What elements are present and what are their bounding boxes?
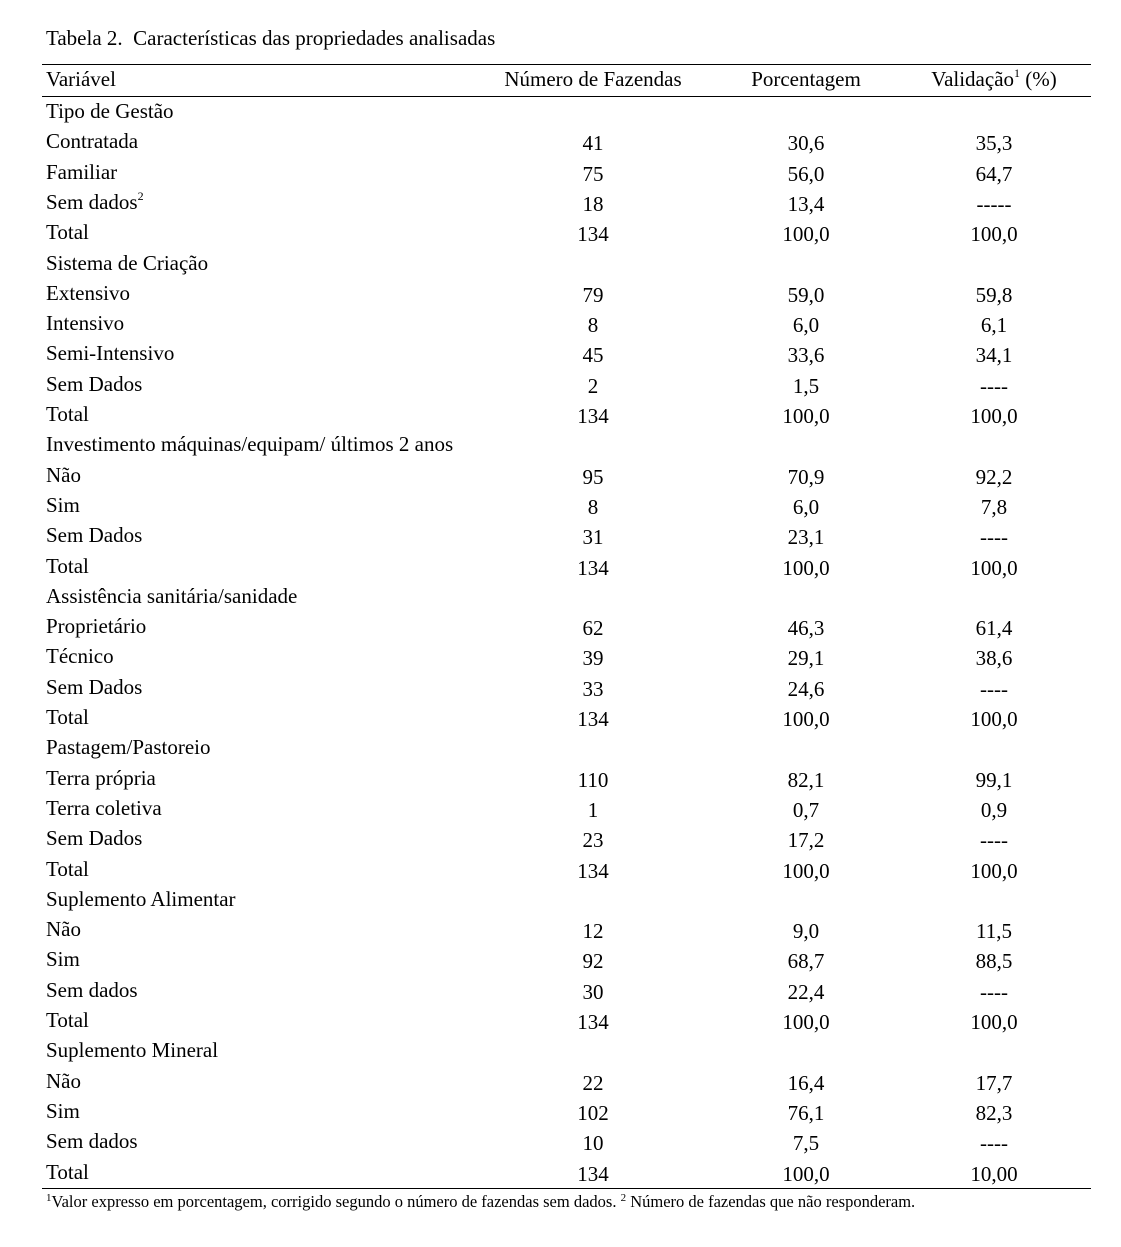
table-row [0,551,1121,581]
header-validacao-label: Validação [931,67,1015,91]
row-label [46,1066,81,1096]
cell-numero: 134 [577,555,609,580]
row-label [46,975,138,1005]
cell-numero: 79 [582,282,604,307]
row-label-text: Intensivo [46,311,125,336]
row-label-text: Total [46,705,89,729]
table-row [0,217,1121,247]
cell-validacao: 35,3 [975,131,1013,156]
cell-numero: 39 [582,646,604,671]
row-label-text: Familiar [46,159,118,184]
cell-numero: 62 [582,616,604,641]
row-label-text: Total [46,1159,89,1184]
cell-validacao: 38,6 [975,646,1013,671]
cell-validacao: 100,0 [970,858,1018,883]
table-footnote [46,1190,915,1214]
group-header-row [0,581,1121,611]
cell-numero: 8 [587,494,599,519]
row-label [46,551,89,581]
table-row [0,399,1121,429]
cell-porcentagem: 7,5 [792,1131,820,1156]
cell-porcentagem: 100,0 [782,222,830,247]
group-header-row [0,1035,1121,1065]
cell-numero: 134 [577,404,609,428]
footnote-marker-2: 2 [620,1192,627,1204]
row-label [46,308,124,338]
row-label [46,611,146,641]
table-row [0,278,1121,308]
cell-porcentagem: 82,1 [787,767,825,792]
cell-numero: 134 [577,1161,609,1186]
table-row [0,308,1121,338]
cell-validacao: 6,1 [980,313,1008,338]
cell-validacao: 7,8 [980,494,1008,519]
row-label-text: Sem dados [46,977,138,1002]
row-label-text: Sem dados [46,1129,138,1154]
header-variavel: Variável [46,67,116,91]
row-label-text: Semi-Intensivo [46,341,175,366]
cell-validacao: ---- [980,828,1008,853]
cell-validacao: ----- [976,191,1012,216]
cell-porcentagem: 56,0 [787,161,825,186]
cell-porcentagem: 76,1 [787,1100,825,1125]
table-bottom-rule [42,1188,1091,1189]
header-validacao [896,64,1092,94]
cell-validacao: 11,5 [976,919,1012,944]
footnote-text-2: Número de fazendas que não responderam. [626,1192,916,1211]
row-label-text: Sistema de Criação [46,250,209,275]
table-header-row [0,64,1121,94]
group-label [46,96,174,126]
cell-validacao: ---- [980,676,1008,701]
table-row [0,823,1121,853]
cell-validacao: 88,5 [975,949,1013,974]
cell-numero: 1 [587,797,599,822]
row-label [46,460,81,490]
table-row [0,793,1121,823]
cell-porcentagem: 100,0 [782,858,830,883]
cell-numero: 45 [582,343,604,368]
cell-porcentagem: 0,7 [792,797,820,822]
cell-porcentagem: 17,2 [787,828,825,853]
row-label [46,702,89,732]
cell-porcentagem: 30,6 [787,131,825,156]
row-label-text: Pastagem/Pastoreio [46,735,211,760]
row-label [46,369,142,399]
row-label-text: Terra própria [46,765,156,790]
footnote-text-1: Valor expresso em porcentagem, corrigido segundo o número de fazendas sem dados. [51,1192,621,1211]
row-label-text: Não [46,462,81,487]
row-label-text: Não [46,917,81,942]
cell-numero: 18 [582,191,604,216]
cell-numero: 33 [582,676,604,701]
cell-numero: 134 [577,858,609,883]
row-label [46,641,114,671]
row-label-text: Investimento máquinas/equipam/ últimos 2 anos [46,432,454,457]
group-label [46,732,210,762]
row-label [46,854,89,884]
row-label-text: Sim [46,492,80,517]
group-header-row [0,248,1121,278]
table-row [0,672,1121,702]
cell-validacao: 64,7 [975,161,1013,186]
cell-validacao: 0,9 [980,797,1008,822]
row-label [46,1126,138,1156]
row-label [46,793,162,823]
row-label-text: Sim [46,947,80,972]
cell-porcentagem: 6,0 [792,494,820,519]
header-porcentagem: Porcentagem [751,67,861,91]
table-row [0,126,1121,156]
cell-numero: 12 [582,919,604,944]
row-label-text: Suplemento Mineral [46,1038,219,1063]
cell-porcentagem: 100,0 [782,404,830,428]
table-caption: Tabela 2. Características das propriedades analisadas [46,26,496,50]
row-label-text: Técnico [46,644,114,669]
table-row [0,1005,1121,1035]
cell-porcentagem: 22,4 [787,979,825,1004]
row-label [46,338,174,368]
cell-numero: 95 [582,464,604,489]
row-label [46,763,156,793]
row-label-text: Extensivo [46,280,130,305]
row-label [46,672,142,702]
cell-porcentagem: 68,7 [787,949,825,974]
cell-numero: 134 [577,1010,609,1034]
table-row [0,611,1121,641]
cell-validacao: 59,8 [975,282,1013,307]
row-label-text: Assistência sanitária/sanidade [46,583,298,608]
cell-porcentagem: 6,0 [792,313,820,338]
cell-porcentagem: 33,6 [787,343,825,368]
row-label-text: Suplemento Alimentar [46,886,236,911]
cell-validacao: 100,0 [970,404,1018,428]
cell-numero: 75 [582,161,604,186]
row-label [46,914,81,944]
row-label-text: Sem Dados [46,674,143,699]
table-row [0,1066,1121,1096]
cell-numero: 110 [577,767,609,792]
row-label [46,187,144,217]
row-label [46,520,142,550]
row-label-text: Total [46,402,89,426]
row-label-text: Sem dados [46,189,138,214]
cell-porcentagem: 100,0 [782,1161,830,1186]
table-row [0,763,1121,793]
cell-validacao: 61,4 [975,616,1013,641]
footnote-marker: 2 [137,188,144,203]
row-label-text: Tipo de Gestão [46,99,174,123]
table-row [0,338,1121,368]
table-row [0,641,1121,671]
cell-porcentagem: 9,0 [792,919,820,944]
cell-porcentagem: 29,1 [787,646,825,671]
row-label-text: Total [46,220,89,245]
row-label-text: Sem Dados [46,371,143,396]
cell-numero: 23 [582,828,604,853]
cell-numero: 22 [582,1070,604,1095]
cell-validacao: 92,2 [975,464,1013,489]
group-label [46,581,297,611]
cell-validacao: 34,1 [975,343,1013,368]
cell-validacao: 100,0 [970,555,1018,580]
cell-porcentagem: 1,5 [792,373,820,398]
row-label [46,944,80,974]
table-row [0,520,1121,550]
cell-porcentagem: 100,0 [782,707,830,731]
table-row [0,1157,1121,1187]
group-header-row [0,884,1121,914]
row-label [46,217,89,247]
cell-validacao: 100,0 [970,222,1018,247]
row-label-text: Total [46,553,89,578]
table-row [0,702,1121,732]
table-row [0,944,1121,974]
cell-porcentagem: 70,9 [787,464,825,489]
cell-validacao: ---- [980,373,1008,398]
cell-porcentagem: 24,6 [787,676,825,701]
row-label-text: Terra coletiva [46,795,162,820]
row-label-text: Sem Dados [46,826,143,851]
row-label [46,157,117,187]
cell-porcentagem: 100,0 [782,555,830,580]
cell-validacao: ---- [980,1131,1008,1156]
group-header-row [0,96,1121,126]
row-label [46,399,89,429]
group-label [46,429,453,459]
cell-numero: 2 [587,373,599,398]
header-numero-fazendas: Número de Fazendas [504,67,682,91]
header-validacao-unit: (%) [1020,67,1057,91]
group-label [46,884,236,914]
cell-validacao: ---- [980,525,1008,550]
row-label-text: Sem Dados [46,523,143,548]
cell-numero: 134 [577,222,609,247]
table-row [0,1096,1121,1126]
table-row [0,490,1121,520]
table-row [0,1126,1121,1156]
cell-validacao: 99,1 [975,767,1013,792]
row-label [46,126,138,156]
row-label-text: Total [46,1008,89,1032]
row-label [46,278,130,308]
cell-numero: 102 [577,1100,609,1125]
cell-validacao: 100,0 [970,1010,1018,1034]
table-row [0,975,1121,1005]
group-label [46,248,208,278]
cell-porcentagem: 59,0 [787,282,825,307]
cell-validacao: 100,0 [970,707,1018,731]
table-row [0,460,1121,490]
cell-porcentagem: 13,4 [787,191,825,216]
row-label-text: Proprietário [46,614,147,639]
cell-numero: 31 [582,525,604,550]
cell-numero: 8 [587,313,599,338]
row-label-text: Não [46,1068,81,1093]
table-row [0,187,1121,217]
cell-numero: 92 [582,949,604,974]
cell-numero: 41 [582,131,604,156]
cell-porcentagem: 16,4 [787,1070,825,1095]
cell-porcentagem: 23,1 [787,525,825,550]
row-label-text: Sim [46,1098,80,1123]
footnote-marker: 1 [1014,66,1021,80]
cell-porcentagem: 100,0 [782,1010,830,1034]
cell-porcentagem: 46,3 [787,616,825,641]
cell-validacao: 10,00 [970,1161,1018,1186]
cell-numero: 10 [582,1131,604,1156]
row-label [46,1096,80,1126]
row-label [46,490,80,520]
group-header-row [0,732,1121,762]
row-label-text: Total [46,856,89,881]
table-row [0,369,1121,399]
cell-numero: 30 [582,979,604,1004]
footnote-marker-1: 1 [46,1192,52,1204]
cell-validacao: 17,7 [975,1070,1013,1095]
cell-numero: 134 [577,707,609,731]
row-label [46,823,142,853]
group-header-row [0,429,1121,459]
table-row [0,914,1121,944]
cell-validacao: 82,3 [975,1100,1013,1125]
row-label [46,1005,89,1035]
row-label [46,1157,89,1187]
row-label-text: Contratada [46,129,139,154]
table-row [0,854,1121,884]
group-label [46,1035,218,1065]
cell-validacao: ---- [980,979,1008,1004]
table-row [0,157,1121,187]
